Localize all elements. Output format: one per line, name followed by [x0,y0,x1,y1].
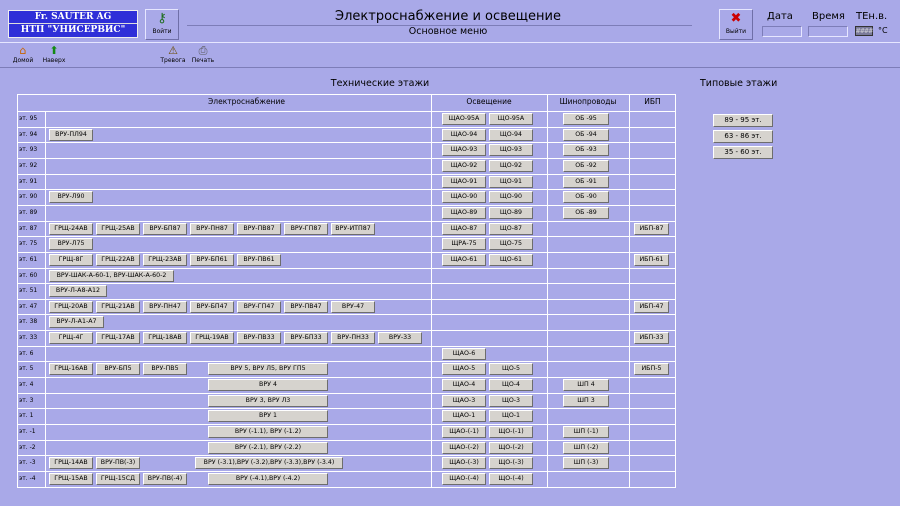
login-label: Войти [152,28,172,35]
power-panel-button[interactable]: ВРУ-БП61 [190,254,234,266]
technical-floors-heading: Технические этажи [330,78,430,89]
ups-button[interactable]: ИБП-87 [634,223,669,235]
lighting-panel-button[interactable]: ЩАО-(-1) [442,426,486,438]
power-panel-button[interactable]: ВРУ-33 [378,332,422,344]
floor-label: эт. 6 [19,349,34,357]
floor-label: эт. 47 [19,302,38,310]
power-panel-button[interactable]: ВРУ-ПВ(-4) [143,473,187,485]
table-row-line [17,236,676,237]
power-panel-button[interactable]: ВРУ-ПН47 [143,301,187,313]
ups-button[interactable]: ИБП-33 [634,332,669,344]
power-panel-button[interactable]: ГРЩ-19АВ [190,332,234,344]
floor-label: эт. 51 [19,287,38,295]
power-panel-button[interactable]: ВРУ 4 [208,379,328,391]
busway-button[interactable]: ОБ -90 [563,191,609,203]
company-logo [8,10,138,38]
lighting-panel-button[interactable]: ЩАО-89 [442,207,486,219]
table-row-line [17,299,676,300]
power-panel-button[interactable]: ГРЩ-4Г [49,332,93,344]
lighting-panel-button[interactable]: ЩО-(-4) [489,473,533,485]
table-row-line [17,142,676,143]
key-icon: ⚷ [157,11,167,26]
power-panel-button[interactable]: ВРУ (-2.1), ВРУ (-2.2) [208,442,328,454]
toolbar-bottom-line [0,67,900,68]
power-panel-button[interactable]: ГРЩ-14АВ [49,457,93,469]
busway-button[interactable]: ОБ -94 [563,129,609,141]
lighting-panel-button[interactable]: ЩАО-6 [442,348,486,360]
lighting-panel-button[interactable]: ЩО-4 [489,379,533,391]
floor-label: эт. 92 [19,161,38,169]
lighting-panel-button[interactable]: ЩО-93 [489,144,533,156]
lighting-panel-button[interactable]: ЩО-(-1) [489,426,533,438]
home-button[interactable] [6,44,40,64]
lighting-panel-button[interactable]: ЩО-90 [489,191,533,203]
floor-label: эт. 89 [19,208,38,216]
power-panel-button[interactable]: ВРУ-Л90 [49,191,93,203]
alarm-bell-icon: ⚠ [168,44,178,57]
table-column-line [431,94,432,488]
page-title: Электроснабжение и освещение [335,9,561,24]
power-panel-button[interactable]: ГРЩ-22АВ [96,254,140,266]
lighting-panel-button[interactable]: ЩО-94 [489,129,533,141]
power-panel-button[interactable]: ВРУ-ПВ5 [143,363,187,375]
table-row-line [17,268,676,269]
lighting-panel-button[interactable]: ЩАО-(-4) [442,473,486,485]
logout-icon: ✖ [730,11,742,26]
power-panel-button[interactable]: ВРУ-ГП47 [237,301,281,313]
table-column-line [675,94,676,488]
floor-label: эт. -3 [19,459,36,467]
floor-label: эт. 61 [19,255,38,263]
floor-label: эт. 87 [19,224,38,232]
table-row-line [17,158,676,159]
power-panel-button[interactable]: ВРУ (-3.1),ВРУ (-3.2),ВРУ (-3.3),ВРУ (-3.4) [195,457,343,469]
typical-floor-button[interactable]: 63 - 86 эт. [713,130,773,143]
power-panel-button[interactable]: ВРУ-47 [331,301,375,313]
printer-icon: ⎙ [198,44,208,57]
power-panel-button[interactable]: ВРУ-ПВ61 [237,254,281,266]
lighting-panel-button[interactable]: ЩАО-3 [442,395,486,407]
table-column-line [629,94,630,488]
table-column-line [547,94,548,488]
busway-button[interactable]: ОБ -93 [563,144,609,156]
busway-button[interactable]: ОБ -95 [563,113,609,125]
floor-label: эт. -1 [19,428,36,435]
power-panel-button[interactable]: ВРУ (-1.1), ВРУ (-1.2) [208,426,328,438]
power-panel-button[interactable]: ГРЩ-25АВ [96,223,140,235]
power-panel-button[interactable]: ВРУ-БП5 [96,363,140,375]
floor-label: эт. -4 [19,474,36,482]
power-panel-button[interactable]: ВРУ-ПН33 [331,332,375,344]
power-panel-button[interactable]: ВРУ-ШАК-А-60-1, ВРУ-ШАК-А-60-2 [49,270,174,282]
floor-label: эт. 5 [19,365,34,373]
power-panel-button[interactable]: ВРУ-БП47 [190,301,234,313]
typical-floors-heading: Типовые этажи [700,78,778,89]
busway-button[interactable]: ШП (-1) [563,426,609,438]
typical-floor-button[interactable]: 89 - 95 эт. [713,114,773,127]
lighting-panel-button[interactable]: ЩО-(-3) [489,457,533,469]
power-panel-button[interactable]: ГРЩ-15СД [96,473,140,485]
lighting-panel-button[interactable]: ЩО-5 [489,363,533,375]
power-panel-button[interactable]: ГРЩ-16АВ [49,363,93,375]
login-button[interactable] [145,9,179,40]
ups-button[interactable]: ИБП-61 [634,254,669,266]
date-label: Дата [767,11,793,22]
table-row-line [17,111,676,112]
arrow-up-icon: ⬆ [49,44,59,57]
ups-button[interactable]: ИБП-5 [634,363,669,375]
table-row-line [17,330,676,331]
power-panel-button[interactable]: ВРУ-БП87 [143,223,187,235]
lighting-panel-button[interactable]: ЩАО-(-2) [442,442,486,454]
column-ups: ИБП [644,97,661,106]
lighting-panel-button[interactable]: ЩО-61 [489,254,533,266]
lighting-panel-button[interactable]: ЩО-95А [489,113,533,125]
power-panel-button[interactable]: ВРУ-ПВ(-3) [96,457,140,469]
floors-table [17,94,676,488]
power-panel-button[interactable]: ВРУ-ПВ87 [237,223,281,235]
table-row-line [17,361,676,362]
busway-button[interactable]: ШП (-2) [563,442,609,454]
power-panel-button[interactable]: ГРЩ-23АВ [143,254,187,266]
power-panel-button[interactable]: ВРУ (-4.1),ВРУ (-4.2) [208,473,328,485]
table-row-line [17,487,676,488]
temp-label: TEн.в. [856,11,888,22]
power-panel-button[interactable]: ГРЩ-21АВ [96,301,140,313]
table-row-line [17,408,676,409]
print-button[interactable] [186,44,220,64]
table-row-line [17,314,676,315]
time-field [808,26,848,37]
power-panel-button[interactable]: ВРУ-ГП87 [284,223,328,235]
power-panel-button[interactable]: ВРУ-ПВ33 [237,332,281,344]
table-row-line [17,189,676,190]
table-row-line [17,174,676,175]
lighting-panel-button[interactable]: ЩО-1 [489,410,533,422]
company-subname: НТП "УНИСЕРВИС" [9,23,137,36]
lighting-panel-button[interactable]: ЩО-87 [489,223,533,235]
table-column-line [17,94,18,488]
temp-unit: °C [878,26,888,35]
busway-button[interactable]: ОБ -92 [563,160,609,172]
power-panel-button[interactable]: ВРУ-БП33 [284,332,328,344]
column-busways: Шинопроводы [559,97,617,106]
power-panel-button[interactable]: ВРУ-Л75 [49,238,93,250]
toolbar-top-line [0,42,900,43]
power-panel-button[interactable]: ВРУ 3, ВРУ Л3 [208,395,328,407]
lighting-panel-button[interactable]: ЩО-3 [489,395,533,407]
table-row-line [17,393,676,394]
table-row-line [17,283,676,284]
floor-label: эт. 93 [19,146,38,154]
table-row-line [17,471,676,472]
table-row-line [17,424,676,425]
floor-label: эт. 33 [19,334,38,342]
power-panel-button[interactable]: ГРЩ-24АВ [49,223,93,235]
up-label: Наверх [42,57,66,64]
power-panel-button[interactable]: ВРУ-ПН87 [190,223,234,235]
busway-button[interactable]: ОБ -89 [563,207,609,219]
temp-value: #### [856,27,873,35]
floor-label: эт. 90 [19,193,38,201]
alarm-label: Тревога [160,57,186,64]
table-row-line [17,221,676,222]
floor-label: эт. 95 [19,115,38,122]
logout-label: Выйти [725,28,747,35]
power-panel-button[interactable]: ВРУ 5, ВРУ Л5, ВРУ ГП5 [208,363,328,375]
lighting-panel-button[interactable]: ЩО-75 [489,238,533,250]
power-panel-button[interactable]: ВРУ 1 [208,410,328,422]
home-label: Домой [12,57,34,64]
date-field [762,26,802,37]
power-panel-button[interactable]: ВРУ-ИТП87 [331,223,375,235]
lighting-panel-button[interactable]: ЩО-(-2) [489,442,533,454]
power-panel-button[interactable]: ГРЩ-20АВ [49,301,93,313]
lighting-panel-button[interactable]: ЩАО-95А [442,113,486,125]
floor-label: эт. 60 [19,271,38,279]
floor-label: эт. 94 [19,130,38,138]
lighting-panel-button[interactable]: ЩАО-94 [442,129,486,141]
lighting-panel-button[interactable]: ЩАО-93 [442,144,486,156]
lighting-panel-button[interactable]: ЩАО-(-3) [442,457,486,469]
table-row-line [17,205,676,206]
typical-floor-button[interactable]: 35 - 60 эт. [713,146,773,159]
lighting-panel-button[interactable]: ЩО-91 [489,176,533,188]
floor-label: эт. 91 [19,177,38,185]
floor-label: эт. 38 [19,318,38,326]
lighting-panel-button[interactable]: ЩАО-91 [442,176,486,188]
busway-button[interactable]: ШП 4 [563,379,609,391]
busway-button[interactable]: ОБ -91 [563,176,609,188]
table-top-line [17,94,676,95]
logout-button[interactable] [719,9,753,40]
column-power: Электроснабжение [208,97,285,106]
lighting-panel-button[interactable]: ЩО-92 [489,160,533,172]
lighting-panel-button[interactable]: ЩАО-4 [442,379,486,391]
alarm-button[interactable] [156,44,190,64]
power-panel-button[interactable]: ГРЩ-18АВ [143,332,187,344]
lighting-panel-button[interactable]: ЩАО-87 [442,223,486,235]
up-button[interactable] [37,44,71,64]
busway-button[interactable]: ШП (-3) [563,457,609,469]
ups-button[interactable]: ИБП-47 [634,301,669,313]
busway-button[interactable]: ШП 3 [563,395,609,407]
table-row-line [17,346,676,347]
floor-label: эт. 4 [19,381,34,389]
power-panel-button[interactable]: ВРУ-ПЛ94 [49,129,93,141]
time-label: Время [812,11,845,22]
power-panel-button[interactable]: ГРЩ-8Г [49,254,93,266]
power-panel-button[interactable]: ГРЩ-15АВ [49,473,93,485]
lighting-panel-button[interactable]: ЩАО-5 [442,363,486,375]
floor-label: эт. 3 [19,396,34,404]
lighting-panel-button[interactable]: ЩАО-61 [442,254,486,266]
floor-label: эт. 75 [19,240,38,248]
page-subtitle: Основное меню [408,26,488,37]
home-icon: ⌂ [19,44,27,57]
power-panel-button[interactable]: ГРЩ-17АВ [96,332,140,344]
company-name: Fr. SAUTER AG [34,12,112,22]
table-row-line [17,440,676,441]
table-row-line [17,455,676,456]
lighting-panel-button[interactable]: ЩАО-90 [442,191,486,203]
lighting-panel-button[interactable]: ЩО-89 [489,207,533,219]
floor-label: эт. 1 [19,412,34,420]
title-block [187,9,709,39]
column-lighting: Освещение [466,97,512,106]
lighting-panel-button[interactable]: ЩРА-75 [442,238,486,250]
title-bar [0,0,900,42]
table-row-line [17,252,676,253]
lighting-panel-button[interactable]: ЩАО-1 [442,410,486,422]
power-panel-button[interactable]: ВРУ-ПВ47 [284,301,328,313]
lighting-panel-button[interactable]: ЩАО-92 [442,160,486,172]
power-panel-button[interactable]: ВРУ-Л-А1-А7 [49,316,104,328]
floor-label: эт. -2 [19,443,36,451]
power-panel-button[interactable]: ВРУ-Л-А8-А12 [49,285,107,297]
table-row-line [17,377,676,378]
print-label: Печать [191,57,215,64]
table-row-line [17,127,676,128]
